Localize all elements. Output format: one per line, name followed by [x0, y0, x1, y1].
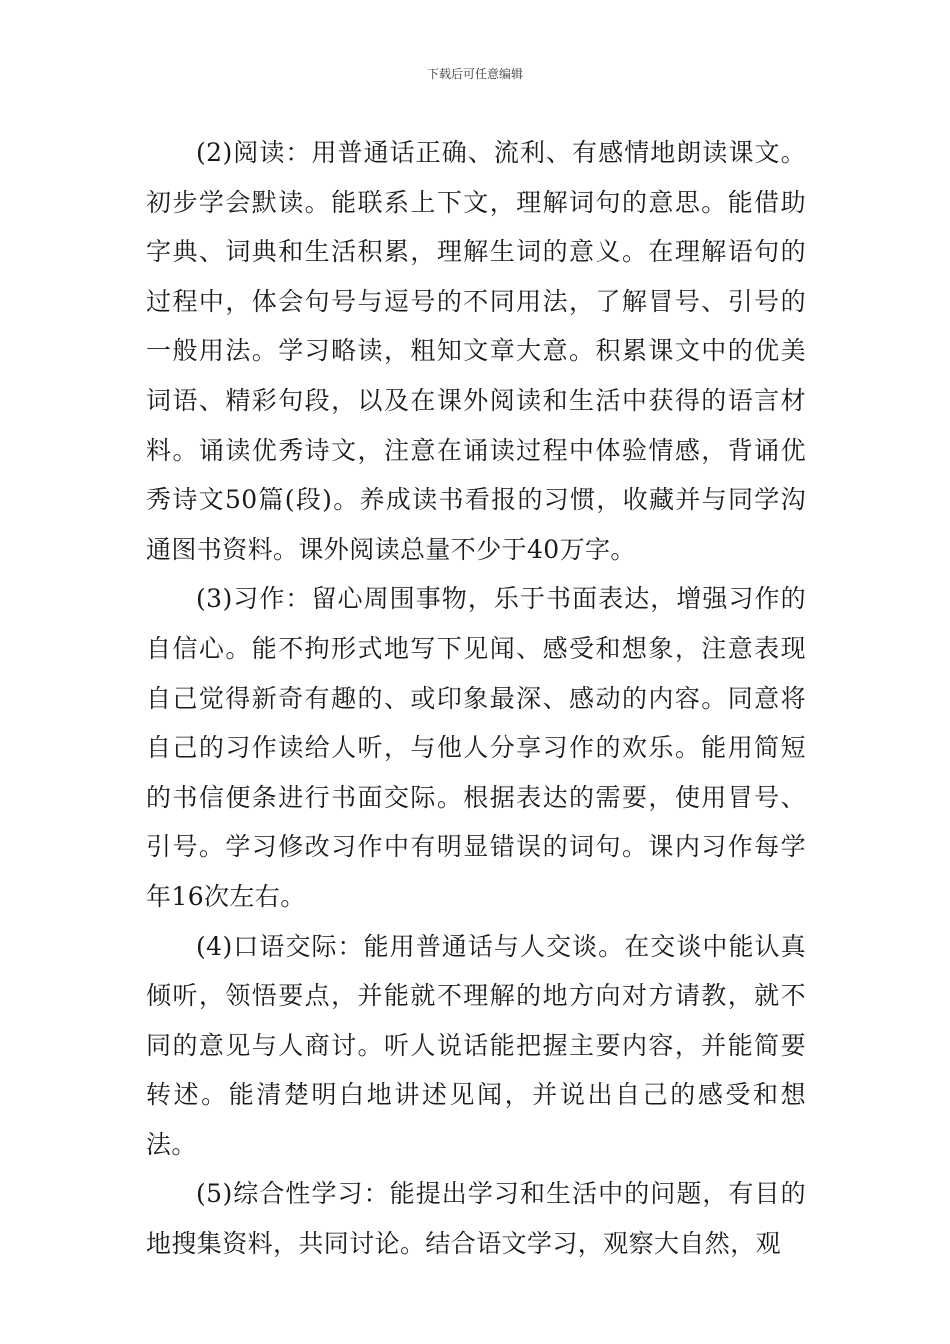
paragraph-reading: (2)阅读：用普通话正确、流利、有感情地朗读课文。初步学会默读。能联系上下文，理解词句的意思。能借助字典、词典和生活积累，理解生词的意义。在理解语句的过程中，体会句号与逗号的不同用法，了解冒号、引号的一般用法。学习略读，粗知文章大意。积累课文中的优美词语、精彩句段，以及在课外阅读和生活中获得的语言材料。诵读优秀诗文，注意在诵读过程中体验情感，背诵优秀诗文50篇(段)。养成读书看报的习惯，收藏并与同学沟通图书资料。课外阅读总量不少于40万字。 [146, 138, 806, 564]
paragraph-oral-communication: (4)口语交际：能用普通话与人交谈。在交谈中能认真倾听，领悟要点，并能就不理解的地方向对方请教，就不同的意见与人商讨。听人说话能把握主要内容，并能简要转述。能清楚明白地讲述见闻，并说出自己的感受和想法。 [146, 931, 806, 1159]
paragraph-writing: (3)习作：留心周围事物，乐于书面表达，增强习作的自信心。能不拘形式地写下见闻、感受和想象，注意表现自己觉得新奇有趣的、或印象最深、感动的内容。同意将自己的习作读给人听，与他人分享习作的欢乐。能用简短的书信便条进行书面交际。根据表达的需要，使用冒号、引号。学习修改习作中有明显错误的词句。课内习作每学年16次左右。 [146, 584, 806, 911]
paragraph-comprehensive-learning: (5)综合性学习：能提出学习和生活中的问题，有目的地搜集资料，共同讨论。结合语文学习，观察大自然，观 [146, 1179, 806, 1259]
document-body [146, 128, 806, 1269]
page-header-note: 下载后可任意编辑 [426, 67, 523, 81]
